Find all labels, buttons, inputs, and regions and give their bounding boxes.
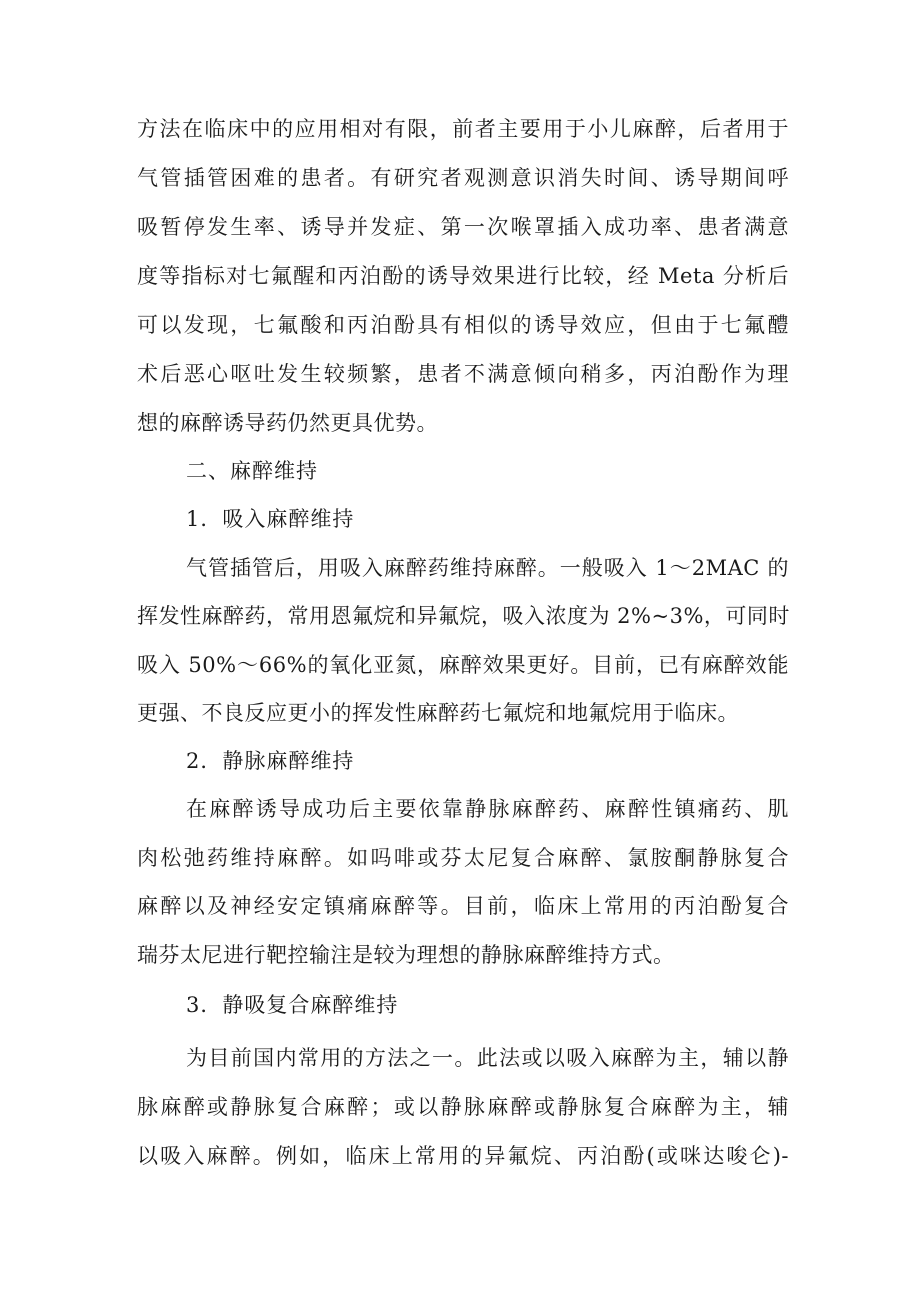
subsection-2-line-3: 麻醉以及神经安定镇痛麻醉等。目前，临床上常用的丙泊酚复合 bbox=[137, 894, 789, 918]
subsection-1-line-2: 挥发性麻醉药，常用恩氟烷和异氟烷，吸入浓度为 2%~3%，可同时 bbox=[137, 604, 790, 628]
subsection-2-line-1: 在麻醉诱导成功后主要依靠静脉麻醉药、麻醉性镇痛药、肌 bbox=[186, 797, 789, 821]
paragraph-1-line-3: 吸暂停发生率、诱导并发症、第一次喉罩插入成功率、患者满意 bbox=[137, 215, 789, 239]
subsection-2-line-2: 肉松弛药维持麻醉。如吗啡或芬太尼复合麻醉、氯胺酮静脉复合 bbox=[137, 846, 789, 870]
paragraph-1-line-2: 气管插管困难的患者。有研究者观测意识消失时间、诱导期间呼 bbox=[137, 166, 789, 190]
subsection-2-line-4: 瑞芬太尼进行靶控输注是较为理想的静脉麻醉维持方式。 bbox=[137, 943, 675, 967]
subsection-3-line-1: 为目前国内常用的方法之一。此法或以吸入麻醉为主，辅以静 bbox=[186, 1046, 789, 1070]
section-heading: 二、麻醉维持 bbox=[186, 459, 318, 483]
subsection-1-line-4: 更强、不良反应更小的挥发性麻醉药七氟烷和地氟烷用于临床。 bbox=[137, 701, 739, 725]
subsection-3-heading: 3．静吸复合麻醉维持 bbox=[186, 993, 399, 1017]
subsection-1-line-3: 吸入 50%～66%的氧化亚氮，麻醉效果更好。目前，已有麻醉效能 bbox=[137, 653, 789, 677]
subsection-3-line-3: 以吸入麻醉。例如，临床上常用的异氟烷、丙泊酚(或咪达唆仑)- bbox=[137, 1144, 789, 1168]
subsection-2-heading: 2．静脉麻醉维持 bbox=[186, 749, 355, 773]
paragraph-1-line-7: 想的麻醉诱导药仍然更具优势。 bbox=[137, 411, 438, 435]
subsection-1-heading: 1．吸入麻醉维持 bbox=[186, 507, 355, 531]
subsection-1-line-1: 气管插管后，用吸入麻醉药维持麻醉。一般吸入 1～2MAC 的 bbox=[186, 556, 789, 580]
paragraph-1-line-6: 术后恶心呕吐发生较频繁，患者不满意倾向稍多，丙泊酚作为理 bbox=[137, 362, 789, 386]
subsection-3-line-2: 脉麻醉或静脉复合麻醉；或以静脉麻醉或静脉复合麻醉为主，辅 bbox=[137, 1095, 789, 1119]
paragraph-1-line-5: 可以发现，七氟酸和丙泊酚具有相似的诱导效应，但由于七氟醴 bbox=[137, 313, 789, 337]
paragraph-1-line-4: 度等指标对七氟醒和丙泊酚的诱导效果进行比较，经 Meta 分析后 bbox=[137, 264, 789, 288]
paragraph-1-line-1: 方法在临床中的应用相对有限，前者主要用于小儿麻醉，后者用于 bbox=[137, 117, 789, 141]
